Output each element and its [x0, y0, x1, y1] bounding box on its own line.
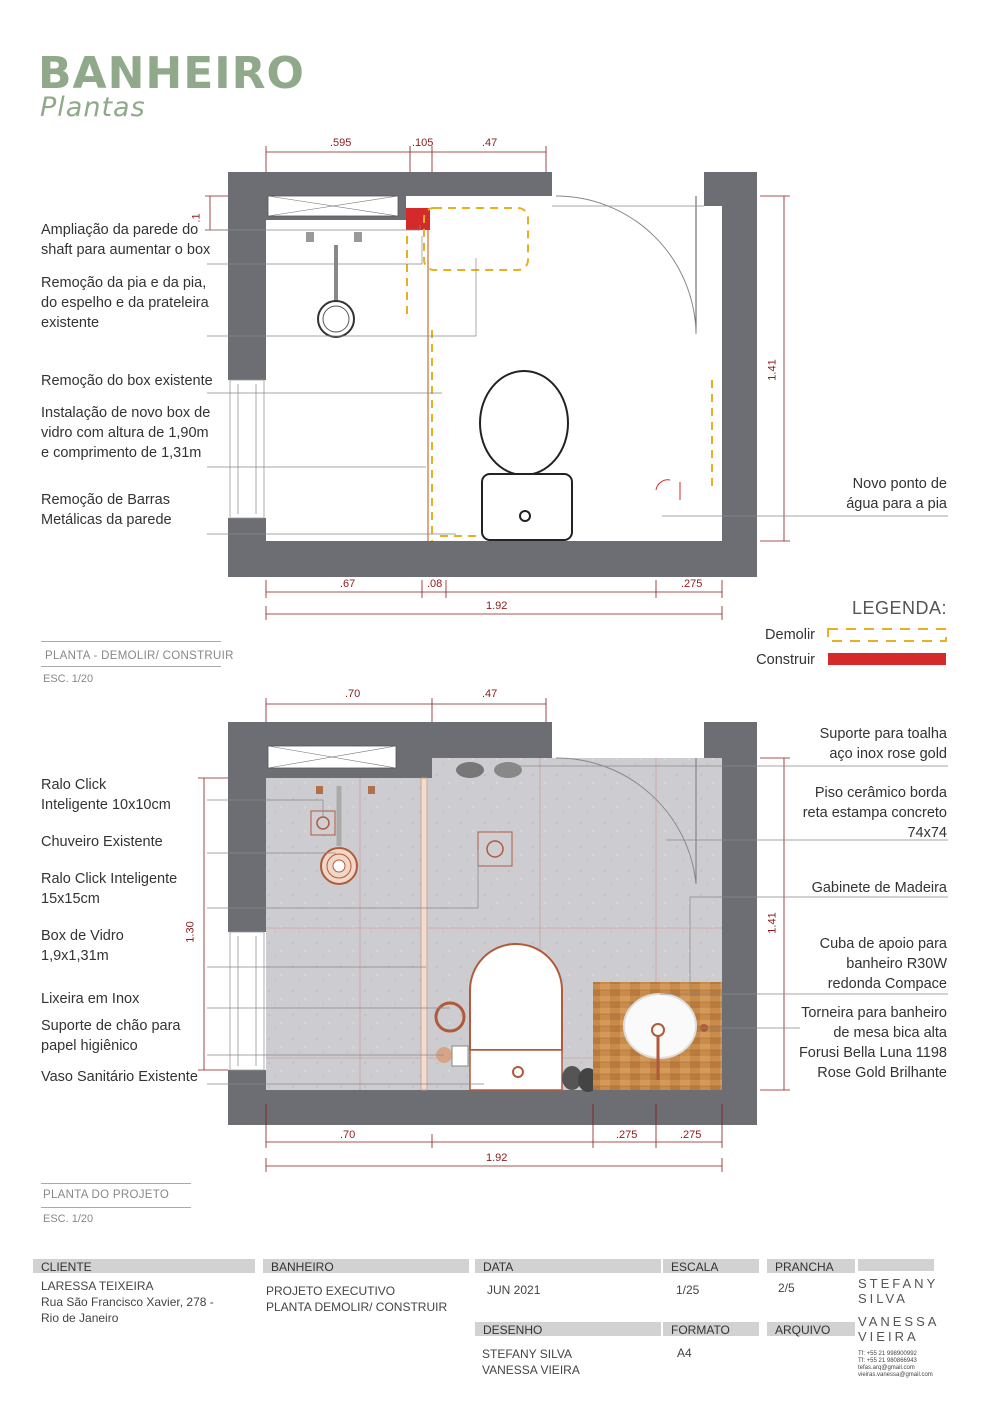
annotation-shaft: Ampliação da parede do shaft para aumentar o box [41, 222, 211, 258]
tb-formato-value: A4 [677, 1346, 692, 1360]
legend-label-build: Construir [756, 652, 815, 668]
dim-label: .47 [482, 137, 498, 149]
annotation-faucet: Torneira para banheiro de mesa bica alta Forusi Bella Luna 1198 Rose Gold Brilhante [798, 1005, 947, 1081]
tb-cliente-head: CLIENTE [33, 1259, 255, 1273]
annotation-box-removal: Remoção do box existente [41, 373, 213, 389]
dim-label: .67 [340, 578, 356, 590]
tb-contacts: Tf: +55 21 998900992 Tf: +55 21 980866943 tefas.arq@gmail.com vieiras.vanessa@gmail.com [858, 1351, 933, 1378]
tb-prancha-head: PRANCHA [767, 1259, 855, 1273]
tb-arquivo-head: ARQUIVO [767, 1322, 855, 1336]
dim-label: .105 [412, 137, 434, 149]
annotation-bars-removal: Remoção de Barras Metálicas da parede [41, 492, 172, 528]
tb-cliente-values: LARESSA TEIXEIRA Rua São Francisco Xavier, 278 - Rio de Janeiro [41, 1279, 214, 1325]
dim-label: 1.92 [486, 600, 508, 612]
dim-label: .08 [427, 578, 443, 590]
annotation-basin: Cuba de apoio para banheiro R30W redonda Compace [819, 936, 947, 992]
plan1-scale: ESC. 1/20 [43, 673, 94, 685]
annotation-trash: Lixeira em Inox [41, 991, 140, 1007]
tb-data-head: DATA [475, 1259, 661, 1273]
plan2-scale: ESC. 1/20 [43, 1213, 94, 1225]
annotation-floor: Piso cerâmico borda reta estampa concreto 74x74 [802, 785, 947, 841]
page-subtitle: Plantas [40, 92, 146, 123]
annotation-drain-15: Ralo Click Inteligente 15x15cm [41, 871, 178, 907]
tb-desenho-values: STEFANY SILVA VANESSA VIEIRA [482, 1347, 580, 1377]
dim-label: .1 [190, 213, 203, 223]
dim-label: .70 [345, 688, 361, 700]
dim-label: 1.92 [486, 1152, 508, 1164]
tb-signature-bar [858, 1259, 934, 1271]
plan2-caption: PLANTA DO PROJETO [43, 1189, 170, 1201]
annotation-shower: Chuveiro Existente [41, 834, 163, 850]
dim-label: 1.30 [184, 921, 197, 943]
wall-bottom [228, 541, 757, 577]
legend-swatches [828, 629, 946, 665]
dim-label: .47 [482, 688, 498, 700]
annotation-glass-box: Box de Vidro 1,9x1,31m [41, 928, 124, 964]
annotation-cabinet: Gabinete de Madeira [811, 880, 947, 896]
legend-title: LEGENDA: [851, 598, 947, 618]
annotation-drain-10: Ralo Click Inteligente 10x10cm [41, 777, 171, 813]
tb-prancha-value: 2/5 [778, 1281, 795, 1295]
tb-formato-head: FORMATO [663, 1322, 759, 1336]
dim-label: .275 [616, 1129, 638, 1141]
plan1-caption: PLANTA - DEMOLIR/ CONSTRUIR [45, 650, 234, 662]
legend-label-demolish: Demolir [765, 627, 815, 643]
dim-label: .275 [681, 578, 703, 590]
annotation-water-point: Novo ponto de água para a pia [846, 476, 947, 512]
tb-escala-value: 1/25 [676, 1283, 700, 1297]
tb-escala-head: ESCALA [663, 1259, 759, 1273]
dim-label: .275 [680, 1129, 702, 1141]
page-title: BANHEIRO [38, 48, 305, 99]
tb-data-value: JUN 2021 [487, 1283, 541, 1297]
annotation-new-box: Instalação de novo box de vidro com altura de 1,90m e comprimento de 1,31m [41, 405, 211, 461]
dim-label: 1.41 [766, 359, 779, 381]
tb-projeto-head: BANHEIRO [263, 1259, 469, 1273]
annotation-toilet: Vaso Sanitário Existente [41, 1069, 198, 1085]
annotation-paper-holder: Suporte de chão para papel higiênico [41, 1018, 181, 1054]
plan-demolish-build [205, 146, 948, 620]
annotation-sink-removal: Remoção da pia e da pia, do espelho e da prateleira existente [41, 275, 209, 331]
tb-desenho-head: DESENHO [475, 1322, 661, 1336]
construct-block [406, 208, 430, 230]
wall-left-upper [228, 172, 266, 380]
tb-signature: STEFANY SILVA [858, 1276, 939, 1306]
tb-projeto-values: PROJETO EXECUTIVO PLANTA DEMOLIR/ CONSTRUIR [266, 1284, 448, 1314]
dim-label: 1.41 [766, 912, 779, 934]
annotation-towel-holder: Suporte para toalha aço inox rose gold [819, 726, 947, 762]
dim-label: .70 [340, 1129, 356, 1141]
dim-label: .595 [330, 137, 352, 149]
tb-signature-2: VANESSA VIEIRA [858, 1314, 940, 1344]
